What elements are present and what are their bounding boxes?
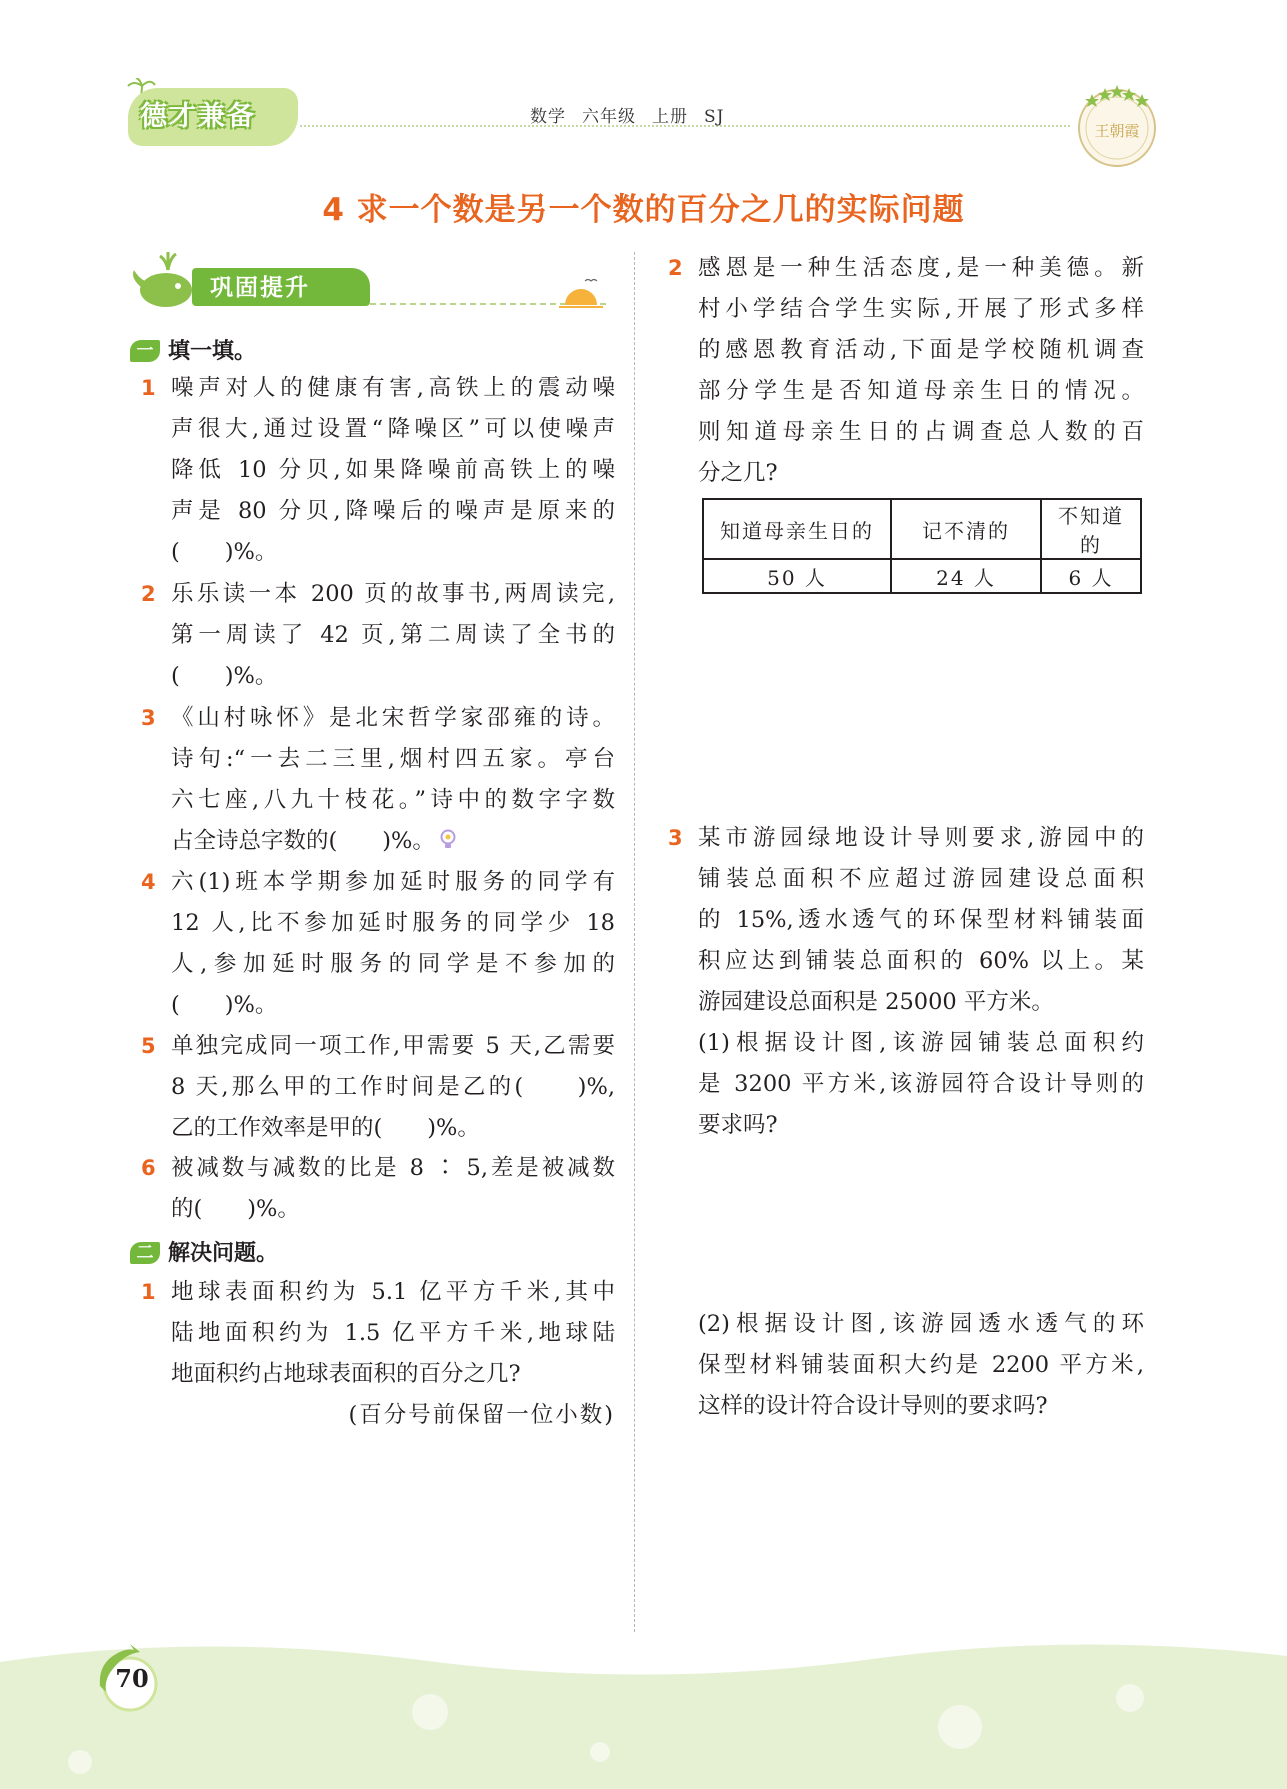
problem-2 <box>668 248 1144 494</box>
question-line: 12 人,比不参加延时服务的同学少 18 <box>171 910 615 936</box>
question-line: 六(1)班本学期参加延时服务的同学有 <box>171 869 615 895</box>
question-number: 4 <box>141 870 156 894</box>
question-line: 地面积约占地球表面积的百分之几? <box>171 1361 521 1387</box>
question-line: 降低 10 分贝,如果降噪前高铁上的噪 <box>171 457 615 483</box>
fill-question-2 <box>141 574 615 697</box>
section-banner-label: 巩固提升 <box>210 275 310 301</box>
fill-question-3 <box>141 698 615 862</box>
table-cell: 50 人 <box>703 559 891 593</box>
question-number: 6 <box>141 1156 156 1180</box>
question-line: 某市游园绿地设计导则要求,游园中的 <box>698 825 1144 851</box>
problem-3 <box>668 818 1144 1146</box>
part-two-title: 解决问题。 <box>168 1241 279 1266</box>
question-line: 铺装总面积不应超过游园建设总面积 <box>698 866 1144 892</box>
problem-3-part-2 <box>698 1304 1144 1427</box>
whale-mascot-icon <box>130 248 200 310</box>
problem-1 <box>141 1272 615 1436</box>
part-one-tag: 一 <box>130 340 160 362</box>
question-number: 3 <box>141 706 156 730</box>
question-line: 噪声对人的健康有害,高铁上的震动噪 <box>171 375 615 401</box>
question-line: 人,参加延时服务的同学是不参加的 <box>171 951 615 977</box>
page-number: 70 <box>115 1664 149 1693</box>
question-line-text: 占全诗总字数的( )%。 <box>171 828 435 854</box>
question-number: 1 <box>141 376 156 400</box>
footer-wave-decoration <box>0 1632 1287 1789</box>
question-line: 地球表面积约为 5.1 亿平方千米,其中 <box>171 1279 615 1305</box>
table-cell: 24 人 <box>891 559 1041 593</box>
table-row <box>703 559 1141 593</box>
question-number: 3 <box>668 826 683 850</box>
question-line: 分之几? <box>698 460 778 486</box>
question-number: 2 <box>141 582 156 606</box>
table-cell: 6 人 <box>1041 559 1141 593</box>
question-line: 六七座,八九十枝花。”诗中的数字字数 <box>171 787 615 813</box>
answer-blank-line: 的( )%。 <box>171 1196 300 1222</box>
fill-question-1 <box>141 368 615 573</box>
column-divider <box>634 252 635 1632</box>
answer-blank-line: ( )%。 <box>171 663 278 689</box>
rounding-note: (百分号前保留一位小数) <box>348 1402 615 1428</box>
subquestion-line: 要求吗? <box>698 1112 778 1138</box>
fill-question-4 <box>141 862 615 1026</box>
lightbulb-hint-icon[interactable] <box>439 829 457 851</box>
question-line: 声是 80 分贝,降噪后的噪声是原来的 <box>171 498 615 524</box>
answer-blank-line <box>171 821 615 862</box>
question-line: 声很大,通过设置“降噪区”可以使噪声 <box>171 416 615 442</box>
volume: 上册 <box>652 107 688 127</box>
question-line: 感恩是一种生活态度,是一种美德。新 <box>698 255 1144 281</box>
subquestion-line: 是 3200 平方米,该游园符合设计导则的 <box>698 1071 1144 1097</box>
subquestion-line: 保型材料铺装面积大约是 2200 平方米, <box>698 1352 1144 1378</box>
grade: 六年级 <box>582 107 636 127</box>
answer-blank-line: 乙的工作效率是甲的( )%。 <box>171 1115 480 1141</box>
question-line: 的感恩教育活动,下面是学校随机调查 <box>698 337 1144 363</box>
author-seal-icon <box>1072 80 1162 170</box>
question-line: 乐乐读一本 200 页的故事书,两周读完, <box>171 581 615 607</box>
edition: SJ <box>704 107 725 127</box>
question-line: 积应达到铺装总面积的 60% 以上。某 <box>698 948 1144 974</box>
question-line: 诗句:“一去二三里,烟村四五家。亭台 <box>171 746 615 772</box>
table-header-cell: 记不清的 <box>891 499 1041 559</box>
survey-table <box>702 498 1142 594</box>
question-line: 被减数与减数的比是 8 ∶ 5,差是被减数 <box>171 1155 615 1181</box>
subject: 数学 <box>530 107 566 127</box>
question-line: 第一周读了 42 页,第二周读了全书的 <box>171 622 615 648</box>
table-header-row <box>703 499 1141 559</box>
question-line: 村小学结合学生实际,开展了形式多样 <box>698 296 1144 322</box>
question-line: 陆地面积约为 1.5 亿平方千米,地球陆 <box>171 1320 615 1346</box>
part-one-title: 填一填。 <box>168 339 257 364</box>
subquestion-line: (2)根据设计图,该游园透水透气的环 <box>698 1311 1144 1337</box>
fill-question-5 <box>141 1026 615 1149</box>
book-info <box>530 102 740 127</box>
question-line: 游园建设总面积是 25000 平方米。 <box>698 989 1054 1015</box>
part-two-tag: 二 <box>130 1242 160 1264</box>
table-header-cell: 知道母亲生日的 <box>703 499 891 559</box>
answer-blank-line: ( )%。 <box>171 539 278 565</box>
question-line: 《山村咏怀》是北宋哲学家邵雍的诗。 <box>171 705 615 731</box>
question-number: 5 <box>141 1034 156 1058</box>
question-line: 8 天,那么甲的工作时间是乙的( )%, <box>171 1074 615 1100</box>
seal-text: 王朝霞 <box>1094 122 1140 140</box>
table-header-cell: 不知道的 <box>1041 499 1141 559</box>
question-line: 的 15%,透水透气的环保型材料铺装面 <box>698 907 1144 933</box>
subquestion-line: (1)根据设计图,该游园铺装总面积约 <box>698 1030 1144 1056</box>
question-line: 则知道母亲生日的占调查总人数的百 <box>698 419 1144 445</box>
fill-question-6 <box>141 1148 615 1230</box>
part-two-heading <box>130 1236 278 1267</box>
part-one-heading <box>130 334 256 365</box>
sunset-icon <box>555 275 607 311</box>
question-line: 部分学生是否知道母亲生日的情况。 <box>698 378 1144 404</box>
question-number: 1 <box>141 1280 156 1304</box>
answer-blank-line: ( )%。 <box>171 992 278 1018</box>
lesson-title: 4 求一个数是另一个数的百分之几的实际问题 <box>322 192 965 228</box>
question-line: 单独完成同一项工作,甲需要 5 天,乙需要 <box>171 1033 615 1059</box>
question-number: 2 <box>668 256 683 280</box>
subquestion-line: 这样的设计符合设计导则的要求吗? <box>698 1393 1048 1419</box>
brand-logo-text: 德才兼备 <box>140 101 256 132</box>
